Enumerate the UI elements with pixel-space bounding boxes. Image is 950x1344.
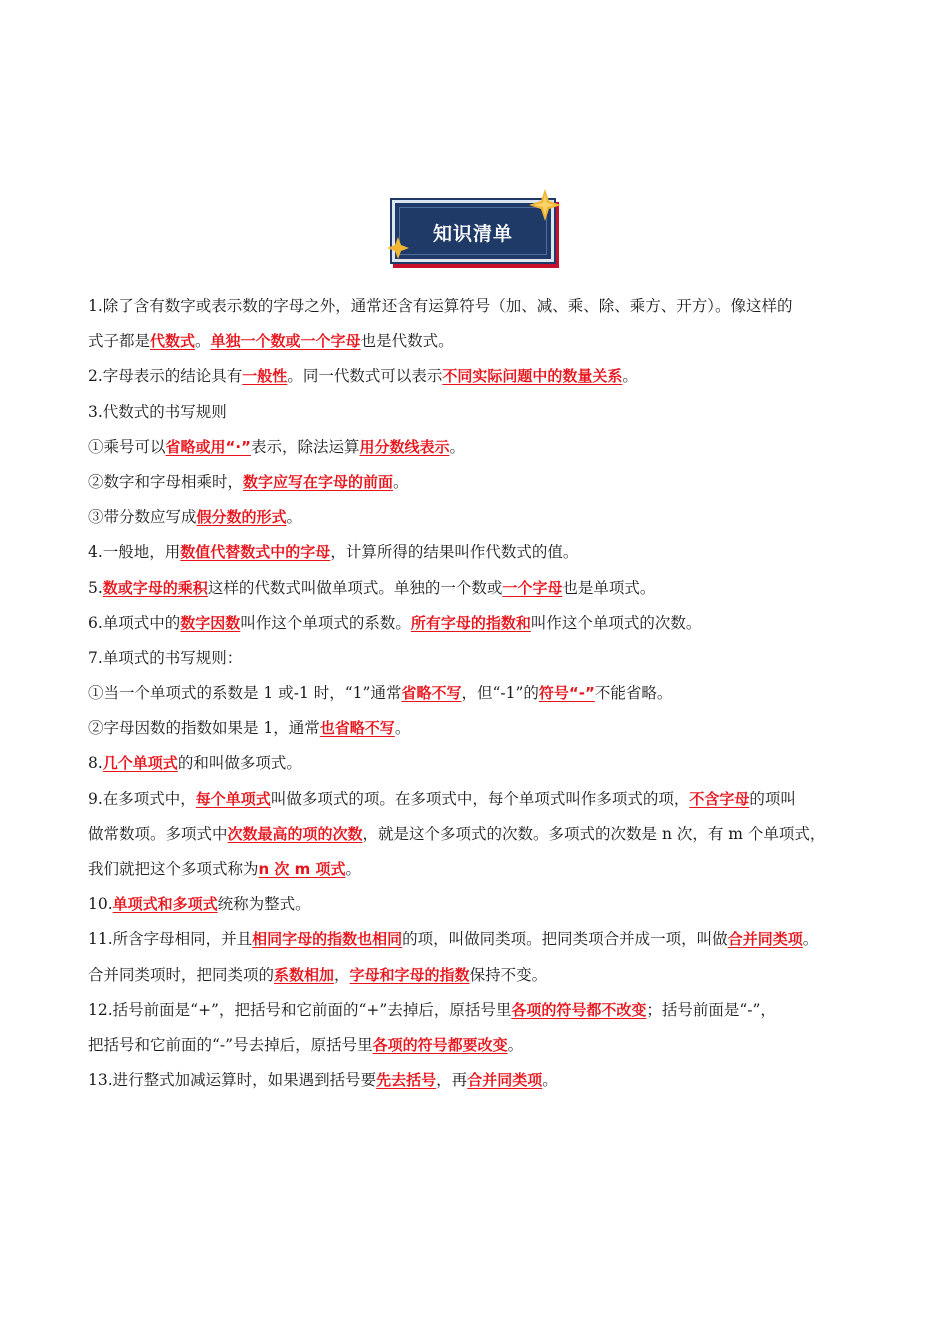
key-answer: 省略或用“·” [165, 437, 251, 456]
item-text: 。 [622, 367, 638, 386]
item-text: 统称为整式。 [217, 895, 311, 914]
item-text: 13.进行整式加减运算时，如果遇到括号要 [88, 1071, 377, 1090]
item-text: 10. [88, 895, 113, 914]
list-item [88, 468, 878, 503]
list-item [88, 1031, 878, 1066]
key-answer: 一般性 [242, 367, 288, 386]
list-item [88, 327, 878, 362]
list-item [88, 820, 878, 855]
item-text: 的和叫做多项式。 [177, 754, 302, 773]
item-text: 也是代数式。 [360, 332, 454, 351]
key-answer: 系数相加 [274, 965, 335, 984]
item-text: 5. [88, 578, 103, 597]
item-text: 把括号和它前面的“-”号去掉后，原括号里 [88, 1035, 373, 1054]
item-text: 的项叫 [749, 789, 796, 808]
list-item [88, 609, 878, 644]
item-text: 。 [195, 332, 211, 351]
item-text: 。同一代数式可以表示 [287, 367, 443, 386]
item-text: 。 [542, 1071, 558, 1090]
item-text: 做常数项。多项式中 [88, 824, 228, 843]
key-answer: 数字应写在字母的前面 [243, 472, 394, 491]
item-text: 保持不变。 [469, 965, 548, 984]
key-answer: 省略不写 [401, 684, 462, 703]
list-item [88, 538, 878, 573]
item-text: 叫作这个单项式的系数。 [240, 613, 411, 632]
item-text: 1.除了含有数字或表示数的字母之外，通常还含有运算符号（加、减、乘、除、乘方、开方）。像这样的 [88, 297, 793, 315]
list-item [88, 890, 878, 925]
item-text: ；括号前面是“-”， [646, 1000, 776, 1019]
item-text: ②数字和字母相乘时， [88, 472, 244, 491]
item-text: 12.括号前面是“+”，把括号和它前面的“+”去掉后，原括号里 [88, 1000, 512, 1019]
list-item [88, 503, 878, 538]
key-answer: 数或字母的乘积 [102, 578, 208, 597]
item-text: 这样的代数式叫做单项式。单独的一个数或 [207, 578, 503, 597]
list-item [88, 785, 878, 820]
key-answer: 相同字母的指数也相同 [252, 930, 403, 949]
list-item [88, 644, 878, 679]
item-text: 式子都是 [88, 332, 151, 351]
key-answer: 符号“-” [538, 684, 595, 703]
knowledge-list [88, 292, 878, 1101]
item-text: 表示，除法运算 [250, 437, 360, 456]
item-text: 。 [286, 508, 303, 527]
item-text: 6.单项式中的 [88, 613, 181, 632]
key-answer: 代数式 [150, 332, 196, 351]
key-answer: 各项的符号都不改变 [511, 1000, 647, 1019]
item-text: 的项，叫做同类项。把同类项合并成一项，叫做 [402, 930, 728, 949]
item-text: 。 [507, 1035, 524, 1054]
key-answer: 字母和字母的指数 [349, 965, 470, 984]
item-text: 3.代数式的书写规则 [88, 402, 227, 421]
star-icon [386, 236, 410, 260]
item-text: 叫作这个单项式的次数。 [530, 613, 702, 632]
list-item [88, 714, 878, 749]
key-answer: 也省略不写 [319, 719, 395, 738]
star-icon [528, 188, 562, 222]
item-text: 我们就把这个多项式称为 [88, 860, 259, 878]
list-item [88, 855, 878, 890]
item-text: 2.字母表示的结论具有 [88, 367, 243, 386]
item-text: 8. [88, 754, 103, 773]
list-item [88, 433, 878, 468]
item-text: ，就是这个多项式的次数。多项式的次数是 n 次，有 m 个单项式， [362, 824, 826, 843]
item-text: 。 [345, 860, 362, 878]
key-answer: 合并同类项 [727, 930, 803, 949]
item-text: 。 [802, 930, 819, 949]
list-item [88, 749, 878, 784]
item-text: 叫做多项式的项。在多项式中，每个单项式叫作多项式的项， [270, 789, 690, 808]
key-answer: 单独一个数或一个字母 [210, 332, 361, 351]
item-text: 合并同类项时，把同类项的 [88, 965, 275, 984]
list-item [88, 398, 878, 433]
key-answer: 先去括号 [376, 1071, 437, 1090]
key-answer: 数字因数 [180, 613, 241, 632]
item-text: ②字母因数的指数如果是 1，通常 [88, 719, 320, 738]
item-text: 。 [449, 437, 465, 456]
key-answer: 不同实际问题中的数量关系 [442, 367, 623, 386]
key-answer: 合并同类项 [467, 1071, 543, 1090]
list-item [88, 679, 878, 714]
key-answer: n 次 m 项式 [258, 860, 346, 878]
item-text: 7.单项式的书写规则： [88, 648, 243, 667]
list-item [88, 362, 878, 397]
key-answer: 每个单项式 [195, 789, 271, 808]
key-answer: 不含字母 [689, 789, 750, 808]
item-text: 9.在多项式中， [88, 789, 196, 808]
key-answer: 数值代替数式中的字母 [180, 543, 331, 562]
item-text: 也是单项式。 [562, 578, 656, 597]
key-answer: 假分数的形式 [196, 508, 287, 527]
item-text: ①乘号可以 [88, 437, 166, 456]
item-text: 11.所含字母相同，并且 [88, 930, 253, 949]
key-answer: 所有字母的指数和 [410, 613, 531, 632]
item-text: 不能省略。 [594, 684, 673, 703]
list-item [88, 961, 878, 996]
list-item [88, 574, 878, 609]
key-answer: 一个字母 [502, 578, 563, 597]
item-text: 。 [393, 472, 409, 491]
list-item [88, 292, 878, 327]
list-item [88, 1066, 878, 1101]
item-text: ，但“-1”的 [461, 684, 539, 703]
section-banner [392, 200, 552, 262]
list-item [88, 925, 878, 960]
key-answer: 次数最高的项的次数 [227, 824, 363, 843]
key-answer: 各项的符号都要改变 [372, 1035, 508, 1054]
item-text: ， [334, 965, 350, 984]
banner-title: 知识清单 [432, 223, 513, 245]
item-text: 4.一般地，用 [88, 543, 181, 562]
item-text: ，再 [436, 1071, 468, 1090]
item-text: ①当一个单项式的系数是 1 或-1 时，“1”通常 [88, 684, 402, 703]
item-text: ③带分数应写成 [88, 508, 197, 527]
list-item [88, 996, 878, 1031]
item-text: ，计算所得的结果叫作代数式的值。 [330, 543, 579, 562]
key-answer: 几个单项式 [102, 754, 178, 773]
item-text: 。 [394, 719, 411, 738]
key-answer: 单项式和多项式 [112, 895, 218, 914]
key-answer: 用分数线表示 [359, 437, 450, 456]
